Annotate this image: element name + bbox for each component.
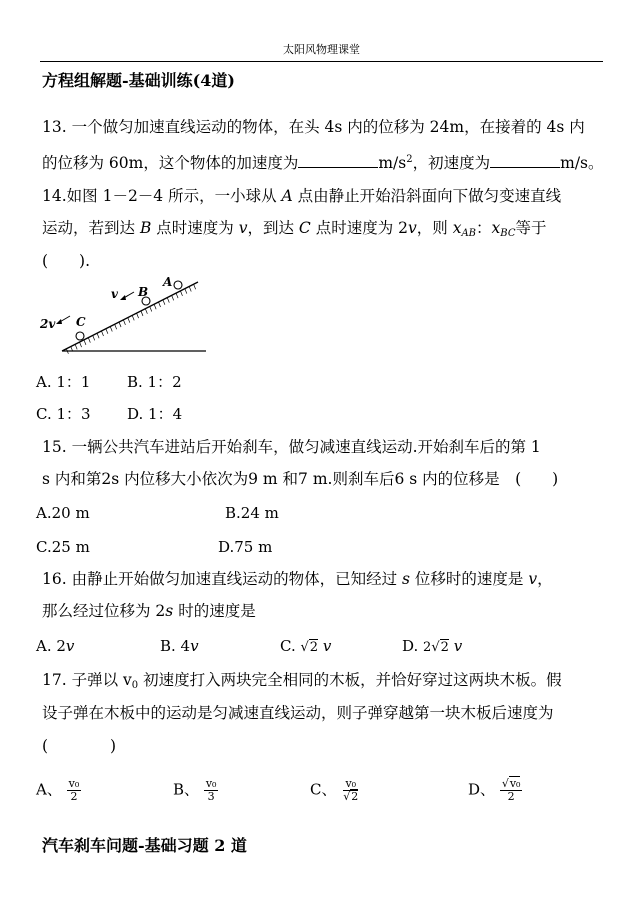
q17-b-fraction [204, 778, 219, 803]
q14-x1: x [452, 219, 462, 237]
incline-hatching [66, 284, 195, 354]
q17-t2: 初速度打入两块完全相同的木板，并恰好穿过这两块木板。假 [138, 671, 562, 689]
q17-a-den: 2 [70, 790, 78, 803]
q16-c-v: v [322, 637, 332, 655]
q17-line2: 设子弹在木板中的运动是匀减速直线运动，则子弹穿越第一块木板后速度为 [42, 704, 554, 722]
q14-var-v2: v [407, 219, 417, 237]
initial-velocity-blank[interactable] [490, 152, 560, 168]
hatch-mark [194, 284, 196, 289]
hatch-mark [141, 311, 143, 316]
q17-option-b[interactable] [173, 778, 218, 803]
q14-option-d[interactable]: D. 1：4 [127, 405, 183, 423]
hatch-mark [163, 300, 165, 305]
q17-a-label: A、 [36, 780, 62, 799]
hatch-mark [88, 338, 90, 343]
q13-unit1: m/s [378, 154, 407, 173]
q16-d-coef: 2 [423, 640, 432, 655]
q17-sub0: 0 [131, 680, 139, 691]
hatch-mark [167, 298, 169, 303]
q17-a-num: v₀ [68, 777, 80, 790]
hatch-mark [75, 344, 77, 349]
q16-d-rad: 2 [440, 640, 449, 655]
q16-var-s: s [402, 570, 410, 588]
q14-line2 [42, 218, 546, 244]
q14-x1-sub: AB [461, 228, 477, 239]
hatch-mark [176, 293, 178, 298]
q17-c-num: v₀ [345, 777, 357, 790]
q16-t5: 时的速度是 [173, 602, 256, 620]
q15-option-c[interactable]: C.25 m [36, 538, 90, 556]
q14-colon: ： [476, 219, 492, 237]
q16-b-label: B. 4 [160, 637, 191, 655]
q13-text-c: ，初速度为 [412, 154, 491, 173]
q14-t5: ，则 [416, 219, 453, 237]
q17-d-num: v₀ [509, 777, 521, 790]
hatch-mark [115, 324, 117, 329]
hatch-mark [110, 327, 112, 332]
q14-var-v: v [238, 219, 248, 237]
q17-c-den: 2 [351, 790, 359, 803]
q15-option-b[interactable]: B.24 m [225, 504, 279, 522]
q17-b-num: v₀ [205, 777, 217, 790]
q17-c-fraction [341, 778, 360, 803]
q13-line1: 13. 一个做匀加速直线运动的物体，在头 4s 内的位移为 24m，在接着的 4s 内 [42, 118, 585, 136]
ball-a [174, 281, 182, 289]
hatch-mark [137, 313, 139, 318]
section-title: 方程组解题-基础训练(4道) [42, 71, 235, 90]
q16-var-v: v [528, 570, 538, 588]
q15-option-d[interactable]: D.75 m [218, 538, 273, 556]
q17-c-label: C、 [310, 780, 337, 799]
q16-t4: 那么经过位移为 2 [42, 602, 166, 620]
q14-line1 [42, 186, 561, 206]
q16-a-label: A. 2 [36, 637, 66, 655]
q16-b-v: v [190, 637, 199, 655]
q14-t3: ，到达 [247, 219, 299, 237]
q13-text-a: 的位移为 60m，这个物体的加速度为 [42, 154, 299, 173]
q16-d-v: v [453, 637, 463, 655]
q16-t2: 位移时的速度是 [409, 570, 529, 588]
hatch-mark [101, 331, 103, 336]
q14-point-b: B [139, 219, 152, 237]
hatch-mark [180, 291, 182, 296]
q14-t4: 点时速度为 2 [310, 219, 408, 237]
label-c: C [76, 315, 86, 329]
q17-b-den: 3 [207, 790, 215, 803]
q14-line3: ( ). [42, 252, 91, 270]
q17-line3: ( ) [42, 737, 117, 755]
q13-unit2: m/s。 [560, 154, 604, 173]
q17-d-label: D、 [468, 780, 496, 799]
q14-t2: 点时速度为 [151, 219, 239, 237]
q16-option-a[interactable] [36, 636, 74, 656]
q16-c-rad: 2 [309, 640, 319, 655]
hatch-mark [154, 304, 156, 309]
q17-d-fraction [500, 778, 523, 803]
hatch-mark [145, 309, 147, 314]
q14-point-c: C [298, 219, 311, 237]
q13-unit1-exp: 2 [406, 154, 413, 165]
q14-option-b[interactable]: B. 1：2 [127, 373, 182, 391]
page-header: 太阳风物理课堂 [40, 42, 603, 62]
hatch-mark [132, 315, 134, 320]
q17-t1: 17. 子弹以 v [42, 671, 132, 689]
q17-option-d[interactable] [468, 778, 522, 803]
q16-option-d[interactable] [402, 636, 462, 658]
q16-option-b[interactable] [160, 636, 199, 656]
q16-option-c[interactable] [280, 636, 331, 658]
q14-text-a: 14.如图 1－2－4 所示，一小球从 [42, 187, 282, 205]
q16-d-sqrt: √2 [431, 640, 449, 655]
q17-option-c[interactable] [310, 778, 360, 803]
q17-b-label: B、 [173, 780, 200, 799]
velocity-arrowhead-b [120, 295, 126, 300]
q16-t1: 16. 由静止开始做匀加速直线运动的物体，已知经过 [42, 570, 403, 588]
q17-d-den: 2 [507, 790, 515, 803]
hatch-mark [80, 342, 82, 347]
q14-text-b: 点由静止开始沿斜面向下做匀变速直线 [292, 187, 562, 205]
label-v: v [111, 287, 118, 301]
q15-line1: 15. 一辆公共汽车进站后开始刹车，做匀减速直线运动.开始刹车后的第 1 [42, 438, 541, 456]
q14-t6: 等于 [515, 219, 547, 237]
hatch-mark [84, 340, 86, 345]
label-2v: 2v [40, 317, 56, 331]
q15-option-a[interactable]: A.20 m [36, 504, 90, 522]
q14-x2: x [491, 219, 501, 237]
q16-var-2s: s [165, 602, 174, 620]
q16-c-label: C. [280, 637, 296, 655]
q16-c-sqrt: √2 [300, 640, 319, 655]
q14-point-a: A [281, 187, 293, 205]
q17-c-den-wrap: √2 [343, 790, 359, 803]
label-b: B [138, 285, 149, 299]
ball-c [76, 332, 84, 340]
hatch-mark [106, 329, 108, 334]
q14-t1: 运动，若到达 [42, 219, 140, 237]
q14-option-a[interactable]: A. 1：1 [36, 373, 91, 391]
incline-diagram [36, 272, 216, 358]
q17-line1 [42, 670, 562, 696]
q16-t3: ， [537, 570, 553, 588]
q17-d-num-wrap: √v₀ [501, 777, 521, 790]
hatch-mark [97, 333, 99, 338]
q13-line2 [42, 150, 604, 173]
q17-option-a[interactable] [36, 778, 81, 803]
q16-line2 [42, 601, 256, 621]
q15-line2: s 内和第2s 内位移大小依次为9 m 和7 m.则刹车后6 s 内的位移是 ( ) [42, 470, 559, 488]
q16-a-v: v [65, 637, 75, 655]
q17-a-fraction [67, 778, 82, 803]
hatch-mark [119, 322, 121, 327]
q14-option-c[interactable]: C. 1：3 [36, 405, 91, 423]
q16-d-label: D. [402, 637, 419, 655]
q14-x2-sub: BC [500, 228, 516, 239]
hatch-mark [93, 335, 95, 340]
q16-line1 [42, 569, 553, 589]
velocity-arrowhead-c [56, 319, 62, 324]
hatch-mark [189, 286, 191, 291]
section2-title: 汽车刹车问题-基础习题 2 道 [42, 836, 247, 855]
hatch-mark [150, 306, 152, 311]
hatch-mark [123, 320, 125, 325]
hatch-mark [128, 318, 130, 323]
hatch-mark [159, 302, 161, 307]
hatch-mark [185, 289, 187, 294]
acceleration-blank[interactable] [298, 152, 378, 168]
label-a: A [163, 275, 173, 289]
hatch-mark [172, 295, 174, 300]
